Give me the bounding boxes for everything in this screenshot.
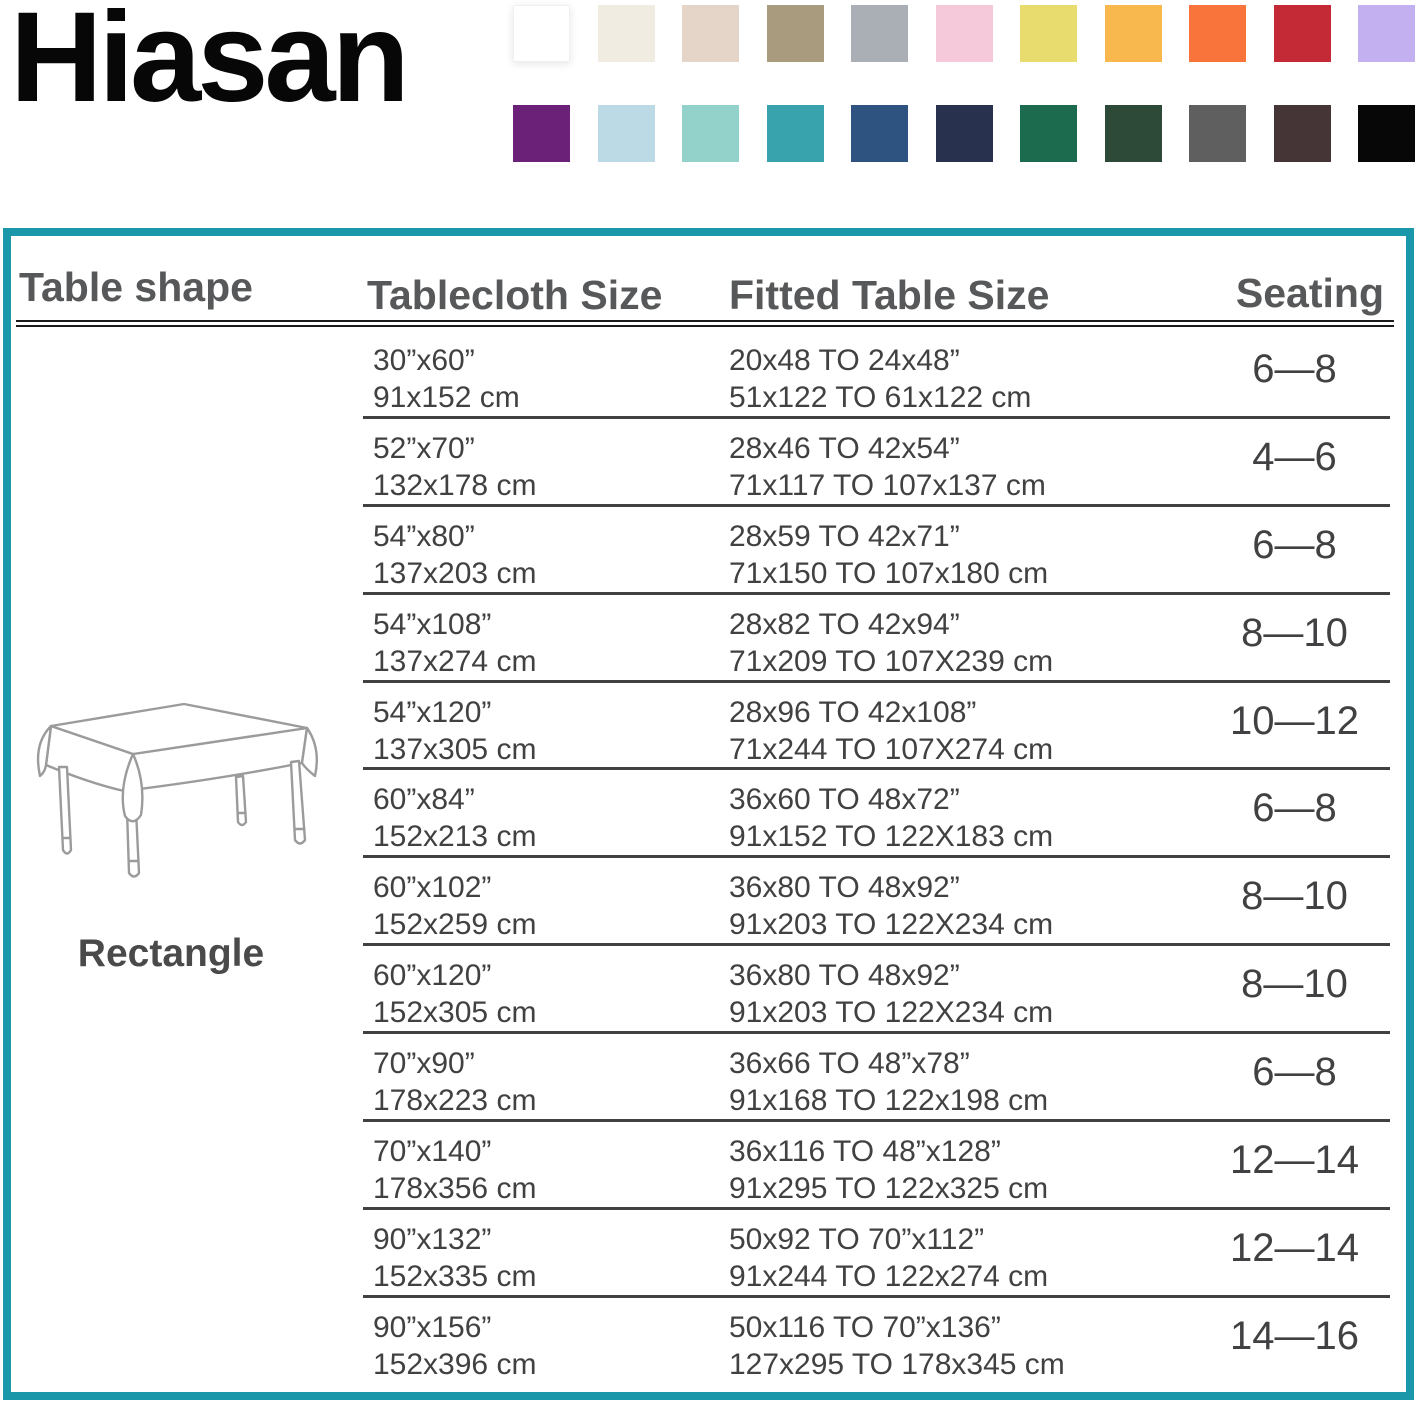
table-row <box>363 1122 1390 1210</box>
color-swatch <box>1020 105 1077 162</box>
column-header-table-shape: Table shape <box>19 264 253 310</box>
column-header-fitted-table-size: Fitted Table Size <box>729 272 1050 318</box>
seating-cell: 14—16 <box>1230 1313 1359 1358</box>
table-row <box>363 1210 1390 1298</box>
seating-cell: 10—12 <box>1230 698 1359 743</box>
brand-logo: Hiasan <box>10 0 406 129</box>
color-swatch <box>767 5 824 62</box>
color-swatch <box>1189 105 1246 162</box>
table-row <box>363 683 1390 771</box>
table-row <box>363 331 1390 419</box>
tablecloth-size-cell: 90”x156” 152x396 cm <box>373 1310 537 1381</box>
fitted-table-size-cell: 28x96 TO 42x108” 71x244 TO 107X274 cm <box>729 695 1054 766</box>
color-swatch <box>598 5 655 62</box>
color-swatch <box>1105 5 1162 62</box>
swatch-row <box>513 5 1415 62</box>
fitted-table-size-cell: 36x66 TO 48”x78” 91x168 TO 122x198 cm <box>729 1047 1049 1118</box>
seating-cell: 6—8 <box>1252 347 1337 391</box>
table-row <box>363 770 1390 858</box>
table-row <box>363 507 1390 595</box>
shape-label: Rectangle <box>77 932 265 975</box>
tablecloth-size-cell: 54”x120” 137x305 cm <box>373 695 537 766</box>
fitted-table-size-cell: 36x80 TO 48x92” 91x203 TO 122X234 cm <box>729 959 1054 1030</box>
column-header-tablecloth-size: Tablecloth Size <box>367 272 663 318</box>
fitted-table-size-cell: 50x116 TO 70”x136” 127x295 TO 178x345 cm <box>729 1310 1065 1381</box>
table-row <box>363 858 1390 946</box>
fitted-table-size-cell: 28x82 TO 42x94” 71x209 TO 107X239 cm <box>729 607 1054 678</box>
fitted-table-size-cell: 20x48 TO 24x48” 51x122 TO 61x122 cm <box>729 344 1032 414</box>
seating-cell: 12—14 <box>1230 1138 1359 1183</box>
color-swatch <box>936 5 993 62</box>
color-swatch <box>851 105 908 162</box>
color-swatch-palette <box>513 5 1415 162</box>
tablecloth-size-cell: 54”x108” 137x274 cm <box>373 607 537 678</box>
color-swatch <box>767 105 824 162</box>
table-row <box>363 946 1390 1034</box>
color-swatch <box>1358 5 1415 62</box>
fitted-table-size-cell: 50x92 TO 70”x112” 91x244 TO 122x274 cm <box>729 1222 1049 1293</box>
table-row <box>363 419 1390 507</box>
seating-cell: 4—6 <box>1252 434 1337 479</box>
tablecloth-size-cell: 52”x70” 132x178 cm <box>373 431 537 502</box>
color-swatch <box>1020 5 1077 62</box>
seating-cell: 6—8 <box>1252 522 1337 567</box>
seating-cell: 8—10 <box>1241 962 1348 1007</box>
tablecloth-size-cell: 60”x102” 152x259 cm <box>373 871 537 942</box>
tablecloth-size-cell: 70”x90” 178x223 cm <box>373 1047 537 1118</box>
color-swatch <box>513 105 570 162</box>
table-row <box>363 1034 1390 1122</box>
size-table-rows <box>363 331 1390 1386</box>
seating-cell: 8—10 <box>1241 874 1348 919</box>
color-swatch <box>1274 105 1331 162</box>
fitted-table-size-cell: 28x46 TO 42x54” 71x117 TO 107x137 cm <box>729 431 1046 502</box>
tablecloth-size-cell: 60”x120” 152x305 cm <box>373 959 537 1030</box>
color-swatch <box>598 105 655 162</box>
color-swatch <box>1105 105 1162 162</box>
table-row <box>363 1298 1390 1386</box>
color-swatch <box>1358 105 1415 162</box>
color-swatch <box>513 5 570 62</box>
seating-cell: 6—8 <box>1252 786 1337 831</box>
tablecloth-size-cell: 30”x60” 91x152 cm <box>373 344 520 414</box>
color-swatch <box>682 5 739 62</box>
header-divider <box>16 320 1394 327</box>
seating-cell: 12—14 <box>1230 1225 1359 1270</box>
rectangle-table-icon <box>21 666 331 896</box>
swatch-row <box>513 105 1415 162</box>
tablecloth-size-cell: 70”x140” 178x356 cm <box>373 1135 537 1206</box>
size-chart-frame <box>3 228 1414 1400</box>
color-swatch <box>851 5 908 62</box>
color-swatch <box>1189 5 1246 62</box>
tablecloth-size-cell: 90”x132” 152x335 cm <box>373 1222 537 1293</box>
seating-cell: 8—10 <box>1241 610 1348 655</box>
color-swatch <box>682 105 739 162</box>
fitted-table-size-cell: 28x59 TO 42x71” 71x150 TO 107x180 cm <box>729 519 1049 590</box>
tablecloth-size-cell: 60”x84” 152x213 cm <box>373 783 537 854</box>
color-swatch <box>936 105 993 162</box>
seating-cell: 6—8 <box>1252 1050 1337 1095</box>
tablecloth-size-cell: 54”x80” 137x203 cm <box>373 519 537 590</box>
table-row <box>363 595 1390 683</box>
table-shape-cell <box>11 666 341 976</box>
fitted-table-size-cell: 36x80 TO 48x92” 91x203 TO 122X234 cm <box>729 871 1054 942</box>
fitted-table-size-cell: 36x116 TO 48”x128” 91x295 TO 122x325 cm <box>729 1135 1049 1206</box>
column-header-seating: Seating <box>1235 270 1384 316</box>
fitted-table-size-cell: 36x60 TO 48x72” 91x152 TO 122X183 cm <box>729 783 1054 854</box>
color-swatch <box>1274 5 1331 62</box>
